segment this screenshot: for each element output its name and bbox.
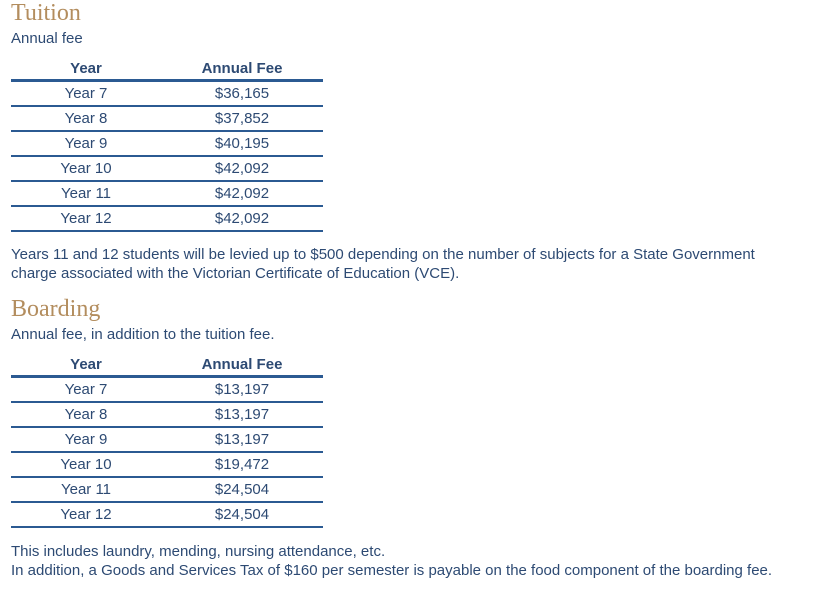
- boarding-subtitle: Annual fee, in addition to the tuition fee.: [11, 326, 275, 343]
- table-header-row: [11, 353, 323, 377]
- boarding-heading: Boarding: [11, 296, 101, 322]
- table-row: [11, 502, 323, 527]
- year-cell: Year 12: [11, 502, 161, 527]
- table-row: [11, 452, 323, 477]
- table-row: [11, 156, 323, 181]
- column-header-annual-fee: Annual Fee: [161, 57, 323, 81]
- tuition-note-line-1: Years 11 and 12 students will be levied up to $500 depending on the number of subjects for a State Government: [11, 246, 755, 263]
- table-header-row: [11, 57, 323, 81]
- year-cell: Year 8: [11, 402, 161, 427]
- table-row: [11, 477, 323, 502]
- fee-cell: $42,092: [161, 206, 323, 231]
- fee-cell: $24,504: [161, 477, 323, 502]
- year-cell: Year 7: [11, 377, 161, 403]
- fee-cell: $13,197: [161, 402, 323, 427]
- table-row: [11, 402, 323, 427]
- boarding-note-line-2: In addition, a Goods and Services Tax of $160 per semester is payable on the food component of the boarding fee.: [11, 562, 773, 579]
- fee-cell: $36,165: [161, 81, 323, 107]
- table-row: [11, 427, 323, 452]
- year-cell: Year 11: [11, 477, 161, 502]
- fee-cell: $42,092: [161, 181, 323, 206]
- column-header-annual-fee: Annual Fee: [161, 353, 323, 377]
- boarding-note-line-1: This includes laundry, mending, nursing attendance, etc.: [11, 543, 386, 560]
- fee-cell: $19,472: [161, 452, 323, 477]
- fee-cell: $13,197: [161, 427, 323, 452]
- tuition-heading: Tuition: [11, 0, 81, 26]
- boarding-fee-table: [11, 353, 323, 528]
- year-cell: Year 10: [11, 156, 161, 181]
- year-cell: Year 9: [11, 427, 161, 452]
- fee-cell: $13,197: [161, 377, 323, 403]
- year-cell: Year 7: [11, 81, 161, 107]
- table-row: [11, 106, 323, 131]
- column-header-year: Year: [11, 57, 161, 81]
- table-row: [11, 377, 323, 403]
- fee-cell: $42,092: [161, 156, 323, 181]
- fee-cell: $40,195: [161, 131, 323, 156]
- tuition-note-line-2: charge associated with the Victorian Certificate of Education (VCE).: [11, 265, 460, 282]
- year-cell: Year 9: [11, 131, 161, 156]
- year-cell: Year 10: [11, 452, 161, 477]
- table-row: [11, 131, 323, 156]
- tuition-subtitle: Annual fee: [11, 30, 83, 47]
- tuition-fee-table: [11, 57, 323, 232]
- year-cell: Year 8: [11, 106, 161, 131]
- column-header-year: Year: [11, 353, 161, 377]
- table-row: [11, 81, 323, 107]
- fee-cell: $37,852: [161, 106, 323, 131]
- year-cell: Year 12: [11, 206, 161, 231]
- table-row: [11, 206, 323, 231]
- table-row: [11, 181, 323, 206]
- fee-cell: $24,504: [161, 502, 323, 527]
- year-cell: Year 11: [11, 181, 161, 206]
